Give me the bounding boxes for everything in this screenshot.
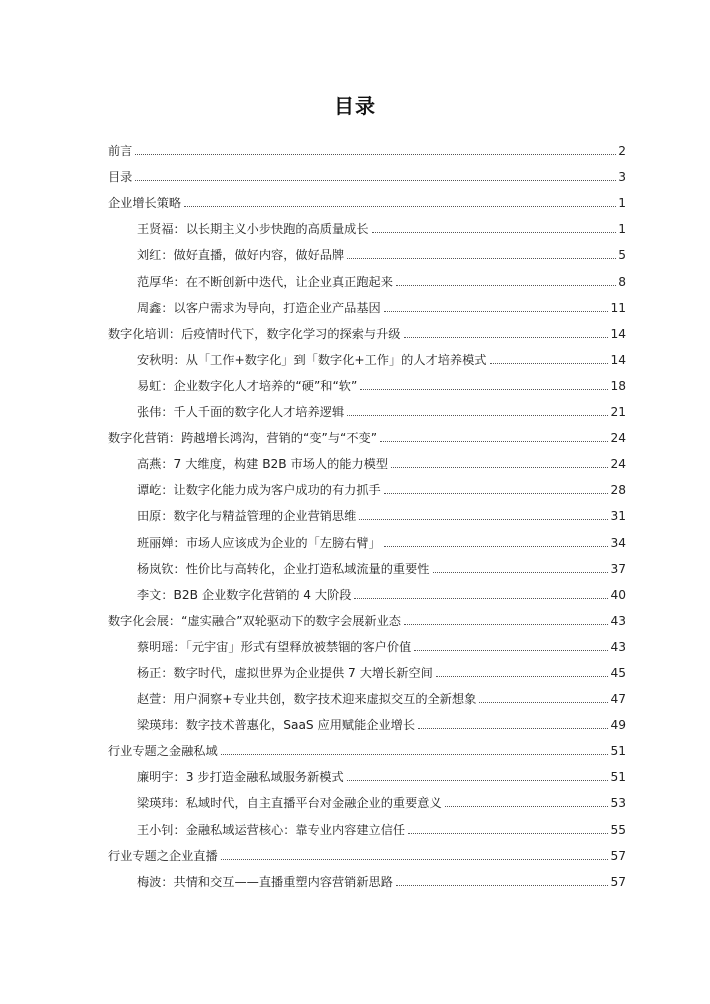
toc-page-number: 51 [610, 744, 626, 759]
toc-page-number: 57 [610, 848, 626, 863]
toc-dot-leader [380, 441, 608, 442]
toc-dot-leader [436, 676, 609, 677]
toc-page-number: 11 [610, 300, 626, 315]
toc-subsection-entry[interactable] [108, 262, 626, 288]
toc-subsection-entry[interactable] [108, 706, 626, 732]
page-title: 目录 [334, 94, 376, 118]
toc-dot-leader [404, 624, 609, 625]
toc-entry-title: 王贤福：以长期主义小步快跑的高质量成长 [137, 222, 369, 237]
toc-entry-title: 前言 [108, 144, 133, 159]
toc-subsection-entry[interactable] [108, 576, 626, 602]
toc-page-number: 57 [610, 874, 626, 889]
toc-subsection-entry[interactable] [108, 393, 626, 419]
toc-subsection-entry[interactable] [108, 863, 626, 889]
toc-entry-title: 目录 [108, 170, 133, 185]
toc-dot-leader [184, 206, 616, 207]
toc-entry-title: 周鑫：以客户需求为导向，打造企业产品基因 [137, 300, 381, 315]
toc-page-number: 47 [610, 692, 626, 707]
toc-dot-leader [418, 728, 608, 729]
toc-page-number: 28 [610, 483, 626, 498]
toc-dot-leader [408, 833, 608, 834]
toc-dot-leader [396, 285, 616, 286]
toc-page-number: 14 [610, 326, 626, 341]
toc-entry-title: 梅波：共情和交互——直播重塑内容营销新思路 [137, 874, 393, 889]
toc-page-number: 24 [610, 457, 626, 472]
toc-entry-title: 范厚华：在不断创新中迭代，让企业真正跑起来 [137, 274, 393, 289]
toc-subsection-entry[interactable] [108, 758, 626, 784]
toc-entry-title: 廉明宇：3 步打造金融私域服务新模式 [137, 770, 344, 785]
toc-entry-title: 杨正：数字时代，虚拟世界为企业提供 7 大增长新空间 [137, 665, 433, 680]
toc-page-number: 53 [610, 796, 626, 811]
toc-subsection-entry[interactable] [108, 550, 626, 576]
toc-page-number: 49 [610, 718, 626, 733]
toc-entry-title: 数字化培训：后疫情时代下，数字化学习的探索与升级 [108, 326, 401, 341]
toc-entry-title: 梁瑛玮：数字技术普惠化，SaaS 应用赋能企业增长 [137, 718, 416, 733]
toc-page-number: 43 [610, 613, 626, 628]
toc-page-number: 37 [610, 561, 626, 576]
toc-subsection-entry[interactable] [108, 341, 626, 367]
toc-dot-leader [347, 258, 616, 259]
toc-dot-leader [384, 311, 609, 312]
toc-dot-leader [347, 415, 608, 416]
toc-page-number: 24 [610, 431, 626, 446]
toc-entry-title: 数字化会展：“虚实融合”双轮驱动下的数字会展新业态 [108, 613, 401, 628]
toc-dot-leader [433, 572, 609, 573]
toc-subsection-entry[interactable] [108, 784, 626, 810]
toc-dot-leader [404, 337, 609, 338]
toc-entry-title: 杨岚钦：性价比与高转化，企业打造私域流量的重要性 [137, 561, 430, 576]
toc-entry-title: 蔡明瑶：「元宇宙」形式有望释放被禁锢的客户价值 [137, 639, 412, 654]
toc-page-number: 14 [610, 352, 626, 367]
toc-entry-title: 高燕：7 大维度，构建 B2B 市场人的能力模型 [137, 457, 389, 472]
toc-subsection-entry[interactable] [108, 289, 626, 315]
toc-subsection-entry[interactable] [108, 471, 626, 497]
toc-subsection-entry[interactable] [108, 497, 626, 523]
toc-dot-leader [396, 885, 609, 886]
toc-dot-leader [135, 180, 616, 181]
toc-entry-title: 班丽婵：市场人应该成为企业的「左膀右臂」 [137, 535, 381, 550]
toc-subsection-entry[interactable] [108, 523, 626, 549]
toc-subsection-entry[interactable] [108, 236, 626, 262]
toc-section-entry[interactable] [108, 158, 626, 184]
toc-dot-leader [479, 702, 608, 703]
toc-subsection-entry[interactable] [108, 654, 626, 680]
toc-entry-title: 谭屹：让数字化能力成为客户成功的有力抓手 [137, 483, 381, 498]
toc-page-number: 1 [618, 196, 626, 211]
toc-section-entry[interactable] [108, 315, 626, 341]
toc-dot-leader [384, 493, 609, 494]
toc-entry-title: 张伟：千人千面的数字化人才培养逻辑 [137, 405, 345, 420]
toc-entry-title: 赵萱：用户洞察+专业共创，数字技术迎来虚拟交互的全新想象 [137, 692, 477, 707]
toc-dot-leader [360, 389, 608, 390]
toc-section-entry[interactable] [108, 602, 626, 628]
toc-page-number: 55 [610, 822, 626, 837]
toc-section-entry[interactable] [108, 732, 626, 758]
toc-entry-title: 王小钊：金融私域运营核心：靠专业内容建立信任 [137, 822, 406, 837]
toc-entry-title: 企业增长策略 [108, 196, 182, 211]
toc-entry-title: 李文：B2B 企业数字化营销的 4 大阶段 [137, 587, 352, 602]
toc-page-number: 51 [610, 770, 626, 785]
toc-subsection-entry[interactable] [108, 680, 626, 706]
toc-dot-leader [384, 546, 609, 547]
toc-page-number: 1 [618, 222, 626, 237]
toc-dot-leader [354, 598, 608, 599]
toc-page-number: 34 [610, 535, 626, 550]
toc-entry-title: 梁瑛玮：私域时代，自主直播平台对金融企业的重要意义 [137, 796, 442, 811]
toc-subsection-entry[interactable] [108, 367, 626, 393]
toc-dot-leader [391, 467, 608, 468]
toc-entry-title: 行业专题之金融私域 [108, 744, 218, 759]
toc-subsection-entry[interactable] [108, 810, 626, 836]
toc-page-number: 3 [618, 170, 626, 185]
toc-entry-title: 行业专题之企业直播 [108, 848, 218, 863]
toc-dot-leader [445, 806, 609, 807]
toc-entry-title: 刘红：做好直播，做好内容，做好品牌 [137, 248, 345, 263]
toc-dot-leader [221, 754, 609, 755]
toc-dot-leader [359, 519, 608, 520]
toc-entry-title: 易虹：企业数字化人才培养的“硬”和“软” [137, 378, 358, 393]
toc-dot-leader [135, 154, 616, 155]
toc-page-number: 18 [610, 378, 626, 393]
toc-page-number: 5 [618, 248, 626, 263]
toc-section-entry[interactable] [108, 419, 626, 445]
toc-subsection-entry[interactable] [108, 445, 626, 471]
toc-page-number: 45 [610, 665, 626, 680]
toc-entry-title: 数字化营销：跨越增长鸿沟，营销的“变”与“不变” [108, 431, 378, 446]
toc-page-number: 40 [610, 587, 626, 602]
toc-entry-title: 田原：数字化与精益管理的企业营销思维 [137, 509, 357, 524]
table-of-contents [108, 132, 626, 889]
toc-section-entry[interactable] [108, 132, 626, 158]
toc-page-number: 2 [618, 144, 626, 159]
toc-subsection-entry[interactable] [108, 210, 626, 236]
toc-page-number: 43 [610, 639, 626, 654]
toc-dot-leader [414, 650, 608, 651]
toc-entry-title: 安秋明：从「工作+数字化」到「数字化+工作」的人才培养模式 [137, 352, 487, 367]
toc-dot-leader [372, 232, 616, 233]
toc-page-number: 21 [610, 405, 626, 420]
toc-dot-leader [490, 363, 609, 364]
toc-page-number: 8 [618, 274, 626, 289]
toc-section-entry[interactable] [108, 184, 626, 210]
toc-dot-leader [221, 859, 609, 860]
toc-subsection-entry[interactable] [108, 628, 626, 654]
toc-section-entry[interactable] [108, 837, 626, 863]
toc-dot-leader [347, 780, 609, 781]
toc-page-number: 31 [610, 509, 626, 524]
